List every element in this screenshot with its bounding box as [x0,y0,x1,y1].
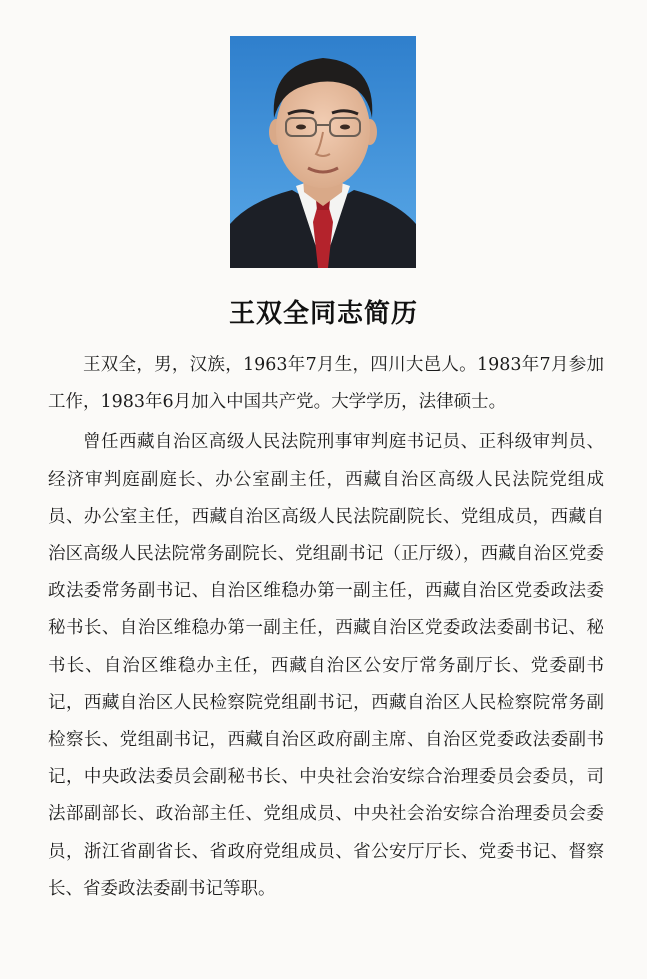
biography-text [48,347,604,911]
portrait-illustration [230,36,416,268]
biography-paragraph-career: 曾任西藏自治区高级人民法院刑事审判庭书记员、正科级审判员、经济审判庭副庭长、办公室副主任，西藏自治区高级人民法院党组成员、办公室主任，西藏自治区高级人民法院副院长、党组成员，西藏自治区高级人民法院常务副院长、党组副书记（正厅级），西藏自治区党委政法委常务副书记、自治区维稳办第一副主任，西藏自治区党委政法委秘书长、自治区维稳办第一副主任，西藏自治区党委政法委副书记、秘书长、自治区维稳办主任，西藏自治区公安厅常务副厅长、党委副书记，西藏自治区人民检察院党组副书记，西藏自治区人民检察院常务副检察长、党组副书记，西藏自治区政府副主席、自治区党委政法委副书记，中央政法委员会副秘书长、中央社会治安综合治理委员会委员，司法部副部长、政治部主任、党组成员、中央社会治安综合治理委员会委员，浙江省副省长、省政府党组成员、省公安厅厅长、党委书记、督察长、省委政法委副书记等职。 [48,432,604,899]
portrait-photo [230,36,416,268]
document-title: 王双全同志简历 [228,299,418,329]
biography-paragraph-basic-info: 王双全，男，汉族，1963年7月生，四川大邑人。1983年7月参加工作，1983年6月加入中国共产党。大学学历，法律硕士。 [48,355,604,413]
